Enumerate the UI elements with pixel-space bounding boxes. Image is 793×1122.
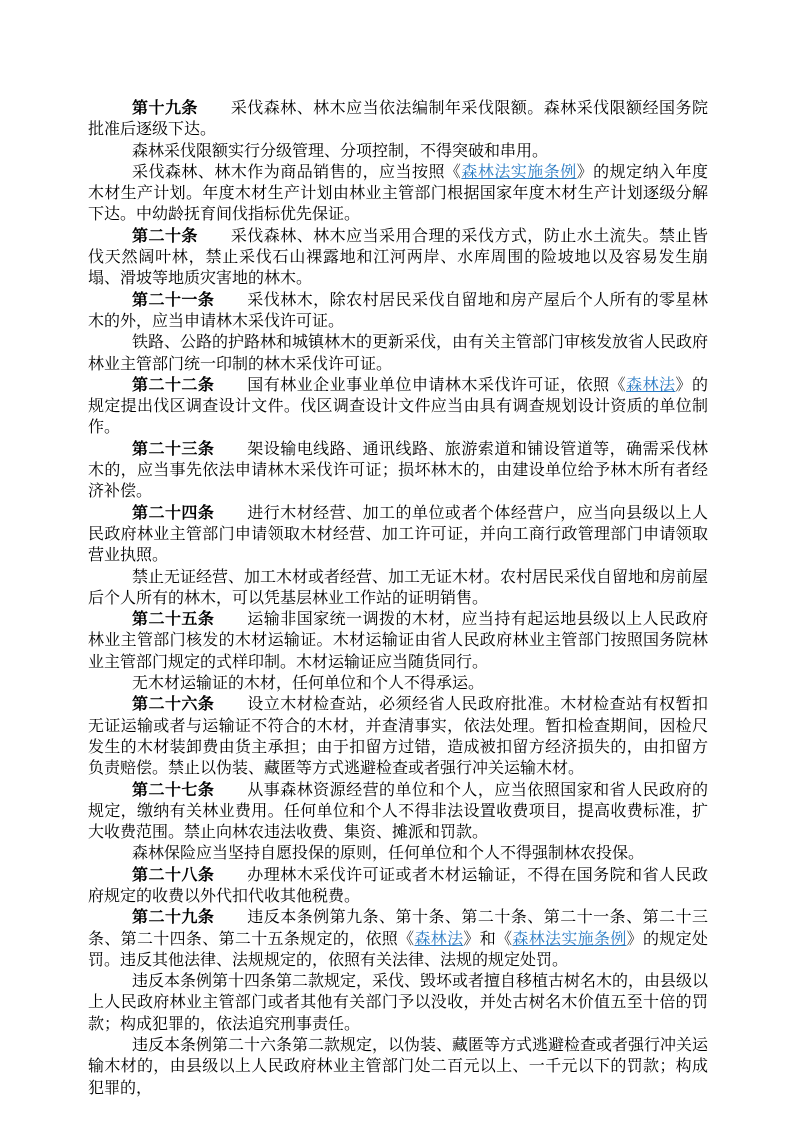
legal-paragraph	[88, 225, 708, 289]
legal-paragraph	[88, 438, 708, 502]
paragraph-text: 》的规定处罚。违反其他法律、法规规定的，依照有关法律、法规的规定处罚。	[88, 928, 708, 969]
legal-paragraph	[88, 672, 708, 693]
legal-paragraph	[88, 97, 708, 140]
legal-paragraph	[88, 566, 708, 609]
paragraph-text: 国有林业企业事业单位申请林木采伐许可证，依照《	[214, 374, 627, 394]
paragraph-text: 运输非国家统一调拨的木材，应当持有起运地县级以上人民政府林业主管部门核发的木材运输证。木材运输证由省人民政府林业主管部门按照国务院林业主管部门规定的式样印制。木材运输证应当随货同行。	[88, 609, 708, 671]
paragraph-text: 无木材运输证的木材，任何单位和个人不得承运。	[132, 673, 485, 693]
article-number: 第二十条	[132, 225, 198, 245]
legal-paragraph	[88, 693, 708, 778]
article-number: 第二十九条	[132, 907, 215, 927]
legal-paragraph	[88, 608, 708, 672]
legal-document-body	[88, 97, 708, 1098]
regulation-link[interactable]: 森林法实施条例	[512, 928, 627, 948]
paragraph-text: 架设输电线路、通讯线路、旅游索道和铺设管道等，确需采伐林木的，应当事先依法申请林木采伐许可证；损坏林木的，由建设单位给予林木所有者经济补偿。	[88, 438, 708, 501]
regulation-link[interactable]: 森林法	[414, 928, 464, 948]
paragraph-text: 设立木材检查站，必须经省人民政府批准。木材检查站有权暂扣无证运输或者与运输证不符合的木材，并查清事实，依法处理。暂扣检查期间，因检尺发生的木材装卸费由货主承担；由于扣留方过错，造成被扣留方经济损失的，由扣留方负责赔偿。禁止以伪装、藏匿等方式逃避检查或者强行冲关运输木材。	[88, 694, 708, 778]
paragraph-text: 禁止无证经营、加工木材或者经营、加工无证木材。农村居民采伐自留地和房前屋后个人所有的林木，可以凭基层林业工作站的证明销售。	[88, 566, 709, 607]
legal-paragraph	[88, 842, 708, 863]
paragraph-text: 采伐森林、林木作为商品销售的，应当按照《	[132, 161, 462, 181]
legal-paragraph	[88, 779, 708, 843]
paragraph-text: 违反本条例第九条、第十条、第二十条、第二十一条、第二十三条、第二十四条、第二十五条规定的，依照《	[88, 907, 708, 948]
regulation-link[interactable]: 森林法实施条例	[461, 161, 577, 181]
article-number: 第二十七条	[132, 779, 215, 799]
paragraph-text: 违反本条例第二十六条第二款规定，以伪装、藏匿等方式逃避检查或者强行冲关运输木材的，由县级以上人民政府林业主管部门处二百元以上、一千元以下的罚款；构成犯罪的，	[88, 1035, 709, 1097]
paragraph-text: 违反本条例第十四条第二款规定，采伐、毁坏或者擅自移植古树名木的，由县级以上人民政府林业主管部门或者其他有关部门予以没收，并处古树名木价值五至十倍的罚款；构成犯罪的，依法追究刑事责任。	[88, 971, 709, 1033]
legal-paragraph	[88, 502, 708, 566]
legal-paragraph	[88, 374, 708, 438]
paragraph-text: 》的规定提出伐区调查设计文件。伐区调查设计文件应当由具有调查规划设计资质的单位制作。	[88, 374, 708, 437]
legal-paragraph	[88, 864, 708, 907]
article-number: 第二十六条	[132, 694, 215, 714]
article-number: 第十九条	[132, 98, 198, 117]
legal-paragraph	[88, 140, 708, 161]
paragraph-text: 采伐森林、林木应当依法编制年采伐限额。森林采伐限额经国务院批准后逐级下达。	[88, 98, 708, 139]
article-number: 第二十八条	[132, 864, 215, 884]
article-number: 第二十三条	[132, 438, 215, 458]
article-number: 第二十四条	[132, 502, 215, 522]
paragraph-text: 森林采伐限额实行分级管理、分项控制，不得突破和串用。	[132, 140, 549, 160]
article-number: 第二十五条	[132, 609, 215, 629]
legal-paragraph	[88, 161, 708, 225]
legal-paragraph	[88, 906, 708, 970]
regulation-link[interactable]: 森林法	[626, 374, 676, 394]
paragraph-text: 办理林木采伐许可证或者木材运输证，不得在国务院和省人民政府规定的收费以外代扣代收其他税费。	[88, 864, 708, 905]
legal-paragraph	[88, 289, 708, 332]
legal-paragraph	[88, 970, 708, 1034]
paragraph-text: 铁路、公路的护路林和城镇林木的更新采伐，由有关主管部门审核发放省人民政府林业主管部门统一印制的林木采伐许可证。	[88, 332, 709, 373]
legal-paragraph	[88, 1034, 708, 1098]
paragraph-text: 采伐森林、林木应当采用合理的采伐方式，防止水土流失。禁止皆伐天然阔叶林，禁止采伐石山裸露地和江河两岸、水库周围的险坡地以及容易发生崩塌、滑坡等地质灾害地的林木。	[88, 225, 708, 288]
paragraph-text: 进行木材经营、加工的单位或者个体经营户，应当向县级以上人民政府林业主管部门申请领取木材经营、加工许可证，并向工商行政管理部门申请领取营业执照。	[88, 502, 708, 565]
paragraph-text: 从事森林资源经营的单位和个人，应当依照国家和省人民政府的规定，缴纳有关林业费用。任何单位和个人不得非法设置收费项目，提高收费标准，扩大收费范围。禁止向林农违法收费、集资、摊派和罚款。	[88, 779, 708, 842]
paragraph-text: 森林保险应当坚持自愿投保的原则，任何单位和个人不得强制林农投保。	[132, 843, 645, 863]
legal-paragraph	[88, 331, 708, 374]
paragraph-text: 采伐林木，除农村居民采伐自留地和房产屋后个人所有的零星林木的外，应当申请林木采伐许可证。	[88, 289, 708, 330]
paragraph-text: 》和《	[463, 928, 513, 948]
paragraph-text: 》的规定纳入年度木材生产计划。年度木材生产计划由林业主管部门根据国家年度木材生产计划逐级分解下达。中幼龄抚育间伐指标优先保证。	[88, 161, 708, 224]
article-number: 第二十二条	[132, 374, 215, 394]
article-number: 第二十一条	[132, 289, 215, 309]
